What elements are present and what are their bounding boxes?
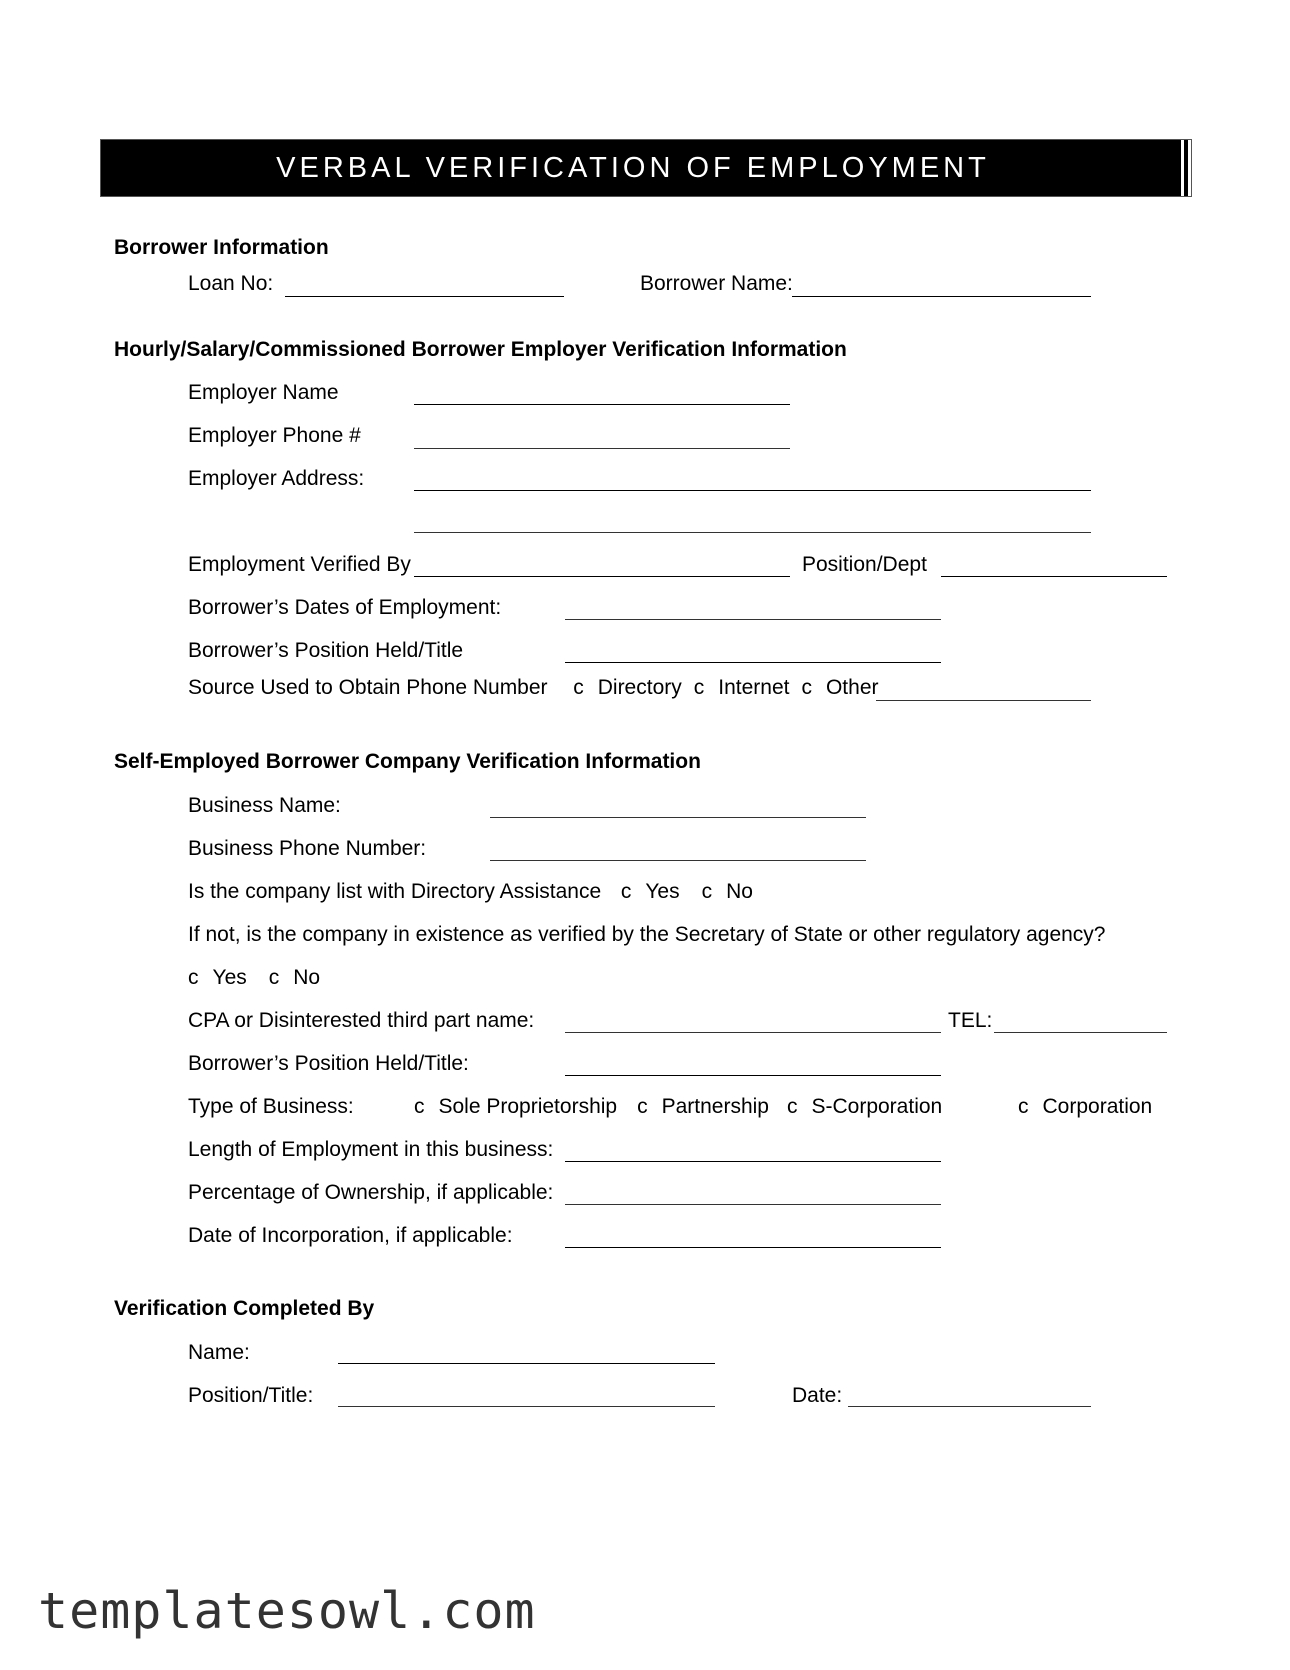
dates-of-employment-label: Borrower’s Dates of Employment:	[188, 596, 502, 619]
borrower-name-field[interactable]	[792, 296, 1091, 297]
completed-date-field[interactable]	[848, 1406, 1091, 1407]
business-phone-label: Business Phone Number:	[188, 837, 427, 860]
length-of-employment-label: Length of Employment in this business:	[188, 1138, 554, 1161]
phone-source-row	[188, 676, 891, 700]
completed-position-label: Position/Title:	[188, 1384, 314, 1407]
directory-no-label: No	[726, 880, 753, 903]
form-title: VERBAL VERIFICATION OF EMPLOYMENT	[276, 151, 990, 184]
loan-no-label: Loan No:	[188, 272, 274, 295]
directory-no-checkbox[interactable]: c	[701, 880, 713, 903]
other-option-label: Other	[825, 676, 879, 699]
completed-date-label: Date:	[792, 1384, 843, 1407]
borrower-name-label: Borrower Name:	[640, 272, 793, 295]
internet-checkbox[interactable]: c	[693, 676, 705, 699]
corporation-checkbox[interactable]: c	[1018, 1095, 1029, 1118]
loan-no-field[interactable]	[285, 296, 564, 297]
completed-position-field[interactable]	[338, 1406, 715, 1407]
completed-by-header: Verification Completed By	[114, 1297, 375, 1320]
corporation-label: Corporation	[1042, 1095, 1153, 1118]
employer-name-field[interactable]	[414, 404, 790, 405]
cpa-name-field[interactable]	[565, 1032, 941, 1033]
verified-by-field[interactable]	[414, 576, 790, 577]
position-dept-field[interactable]	[941, 576, 1167, 577]
existence-yes-label: Yes	[212, 966, 247, 989]
phone-source-label: Source Used to Obtain Phone Number	[188, 676, 548, 699]
existence-question-label: If not, is the company in existence as verified by the Secretary of State or other regulatory agency?	[188, 923, 1106, 946]
directory-question-row	[188, 880, 765, 904]
corporation-option	[1018, 1095, 1164, 1119]
s-corporation-checkbox[interactable]: c	[786, 1095, 798, 1118]
tel-field[interactable]	[994, 1032, 1167, 1033]
directory-yes-checkbox[interactable]: c	[620, 880, 632, 903]
partnership-checkbox[interactable]: c	[637, 1095, 648, 1118]
date-incorporation-field[interactable]	[565, 1247, 941, 1248]
directory-question-label: Is the company list with Directory Assistance	[188, 880, 602, 903]
cpa-name-label: CPA or Disinterested third part name:	[188, 1009, 535, 1032]
internet-option-label: Internet	[718, 676, 790, 699]
completed-name-field[interactable]	[338, 1363, 715, 1364]
tel-label: TEL:	[948, 1009, 993, 1032]
sole-proprietorship-label: Sole Proprietorship	[438, 1095, 618, 1118]
business-phone-field[interactable]	[490, 860, 866, 861]
existence-no-label: No	[293, 966, 321, 989]
percentage-ownership-label: Percentage of Ownership, if applicable:	[188, 1181, 554, 1204]
employer-name-label: Employer Name	[188, 381, 339, 404]
watermark-text: templatesowl.com	[38, 1582, 536, 1640]
verified-by-label: Employment Verified By	[188, 553, 411, 576]
sole-proprietorship-checkbox[interactable]: c	[414, 1095, 425, 1118]
form-title-bar	[101, 140, 1191, 196]
se-position-held-field[interactable]	[565, 1075, 941, 1076]
position-held-label: Borrower’s Position Held/Title	[188, 639, 464, 662]
business-name-field[interactable]	[490, 817, 866, 818]
existence-yes-checkbox[interactable]: c	[188, 966, 199, 989]
employer-address-field-1[interactable]	[414, 490, 1091, 491]
employer-phone-field[interactable]	[414, 448, 790, 449]
business-name-label: Business Name:	[188, 794, 341, 817]
existence-answer-row	[188, 966, 332, 990]
directory-checkbox[interactable]: c	[573, 676, 584, 699]
other-checkbox[interactable]: c	[801, 676, 812, 699]
completed-name-label: Name:	[188, 1341, 250, 1364]
dates-of-employment-field[interactable]	[565, 619, 941, 620]
se-position-held-label: Borrower’s Position Held/Title:	[188, 1052, 469, 1075]
employer-address-field-2[interactable]	[414, 532, 1091, 533]
type-of-business-label: Type of Business:	[188, 1095, 354, 1118]
percentage-ownership-field[interactable]	[565, 1204, 941, 1205]
business-type-options	[414, 1095, 954, 1119]
other-source-field[interactable]	[876, 700, 1091, 701]
date-incorporation-label: Date of Incorporation, if applicable:	[188, 1224, 513, 1247]
length-of-employment-field[interactable]	[565, 1161, 941, 1162]
self-employed-section-header: Self-Employed Borrower Company Verification Information	[114, 750, 701, 773]
position-held-field[interactable]	[565, 662, 941, 663]
directory-yes-label: Yes	[645, 880, 680, 903]
employer-address-label: Employer Address:	[188, 467, 365, 490]
s-corporation-label: S-Corporation	[811, 1095, 943, 1118]
existence-no-checkbox[interactable]: c	[268, 966, 280, 989]
borrower-info-header: Borrower Information	[114, 236, 329, 259]
partnership-label: Partnership	[661, 1095, 769, 1118]
position-dept-label: Position/Dept	[802, 553, 927, 576]
directory-option-label: Directory	[597, 676, 682, 699]
employer-section-header: Hourly/Salary/Commissioned Borrower Employer Verification Information	[114, 338, 847, 361]
employer-phone-label: Employer Phone #	[188, 424, 361, 447]
